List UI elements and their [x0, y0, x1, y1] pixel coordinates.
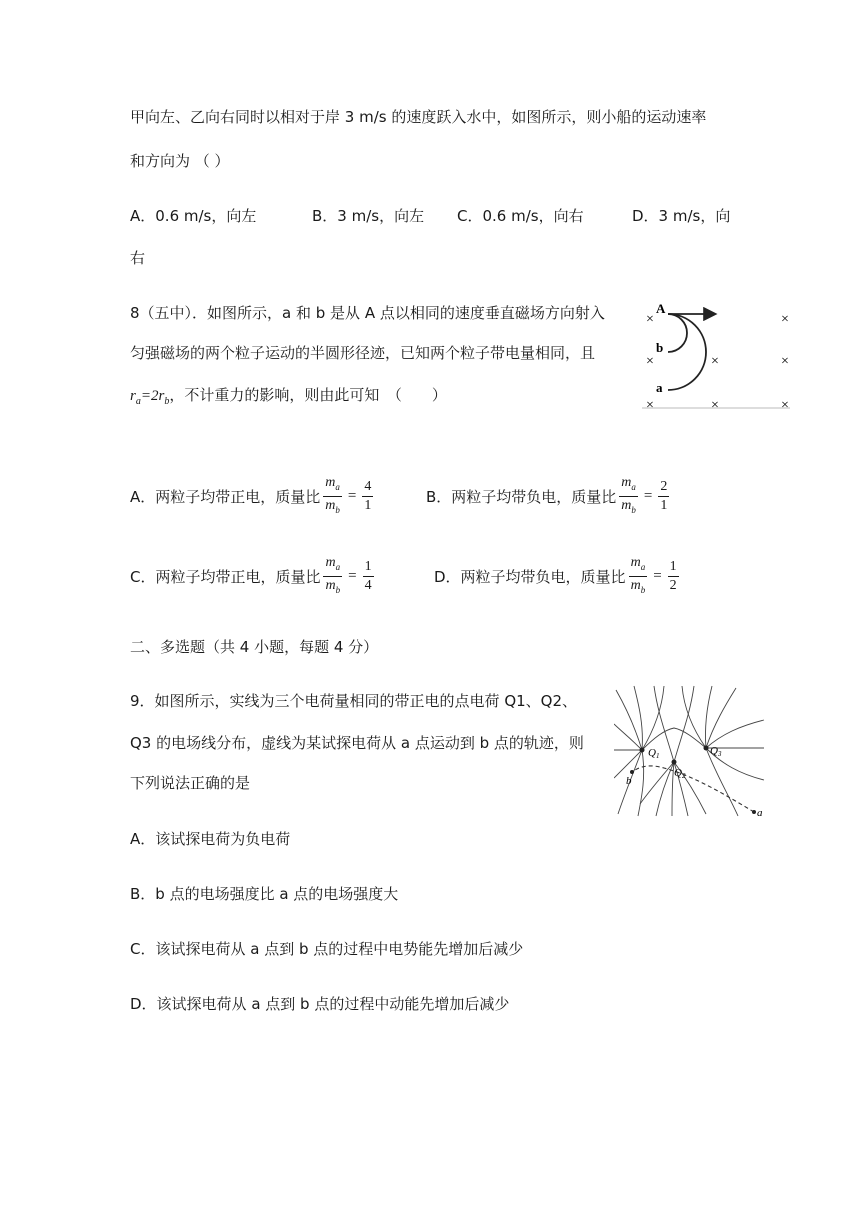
- section-title: 二、多选题（共 4 小题，每题 4 分）: [130, 638, 379, 656]
- equals-sign: =: [643, 487, 653, 504]
- field-cross-mark: ×: [781, 312, 789, 327]
- q8-radius-relation: $r_a=2r_b$: [130, 388, 170, 407]
- trajectory-a-label: a: [656, 380, 663, 395]
- q7-option-b: B．3 m/s，向左: [312, 207, 425, 225]
- q9-option-a: A．该试探电荷为负电荷: [130, 830, 291, 848]
- q9-option-c: C．该试探电荷从 a 点到 b 点的过程中电势能先增加后减少: [130, 940, 524, 958]
- q8-option-a: [130, 474, 376, 519]
- q7-option-d-continued: 右: [130, 249, 146, 267]
- q7-option-a: A．0.6 m/s，向左: [130, 207, 257, 225]
- trajectory-b-label: b: [656, 340, 664, 355]
- q8-option-c-text: C．两粒子均带正电，质量比: [130, 567, 321, 586]
- charge-q1-label: Q1: [648, 747, 660, 760]
- q9-option-b: B．b 点的电场强度比 a 点的电场强度大: [130, 885, 399, 903]
- equals-sign: =: [653, 567, 662, 584]
- q8-stem-line2: 匀强磁场的两个粒子运动的半圆形径迹，已知两个粒子带电量相同，且: [130, 344, 596, 362]
- mass-ratio-fraction: $\frac{m_a}{m_b}$: [325, 475, 340, 515]
- q9-stem-line2: Q3 的电场线分布，虚线为某试探电荷从 a 点运动到 b 点的轨迹，则: [130, 734, 584, 752]
- q8-option-c: [130, 554, 377, 599]
- q8-option-b-text: B．两粒子均带负电，质量比: [426, 487, 617, 506]
- equals-sign: =: [348, 567, 357, 584]
- q9-stem-line1: 9．如图所示，实线为三个电荷量相同的带正电的点电荷 Q1、Q2、: [130, 692, 578, 710]
- q8-stem-line3: [130, 384, 447, 407]
- mass-ratio-fraction: $\frac{m_a}{m_b}$: [621, 475, 636, 515]
- q9-stem-line3: 下列说法正确的是: [130, 774, 251, 792]
- q8-option-b: [426, 474, 672, 519]
- mass-ratio-fraction: $\frac{m_a}{m_b}$: [325, 555, 341, 595]
- field-cross-mark: ×: [781, 398, 789, 413]
- ratio-value: $\frac{2}{1}$: [660, 478, 668, 513]
- point-a-label: A: [656, 301, 666, 316]
- q8-stem-line1: 8（五中）．如图所示，a 和 b 是从 A 点以相同的速度垂直磁场方向射入: [130, 304, 605, 322]
- charge-q3-label: Q3: [710, 745, 722, 758]
- point-a-label: a: [757, 807, 763, 818]
- magnetic-field-figure: [642, 298, 792, 414]
- q7-option-c: C．0.6 m/s，向右: [457, 207, 584, 225]
- field-cross-mark: ×: [711, 354, 719, 369]
- charge-q2-label: Q2: [674, 767, 686, 780]
- electric-field-figure: [614, 684, 766, 818]
- q8-option-d: [434, 554, 682, 599]
- field-cross-mark: ×: [646, 312, 654, 327]
- q7-option-d: D．3 m/s，向: [632, 207, 731, 225]
- q9-option-d: D．该试探电荷从 a 点到 b 点的过程中动能先增加后减少: [130, 995, 510, 1013]
- ratio-value: $\frac{1}{2}$: [669, 558, 677, 593]
- field-cross-mark: ×: [781, 354, 789, 369]
- field-cross-mark: ×: [646, 354, 654, 369]
- q8-option-a-text: A．两粒子均带正电，质量比: [130, 487, 321, 506]
- point-b-label: b: [626, 775, 632, 787]
- q8-option-d-text: D．两粒子均带负电，质量比: [434, 567, 626, 586]
- mass-ratio-fraction: $\frac{m_a}{m_b}$: [630, 555, 646, 595]
- ratio-value: $\frac{4}{1}$: [364, 478, 372, 513]
- q7-stem-line2: 和方向为 （ ）: [130, 152, 230, 170]
- field-cross-mark: ×: [646, 398, 654, 413]
- q8-stem-line3-text: ，不计重力的影响，则由此可知 （ ）: [169, 386, 447, 404]
- ratio-value: $\frac{1}{4}$: [364, 558, 372, 593]
- q7-stem-line1: 甲向左、乙向右同时以相对于岸 3 m/s 的速度跃入水中，如图所示，则小船的运动速率: [130, 108, 707, 126]
- equals-sign: =: [347, 487, 357, 504]
- field-cross-mark: ×: [711, 398, 719, 413]
